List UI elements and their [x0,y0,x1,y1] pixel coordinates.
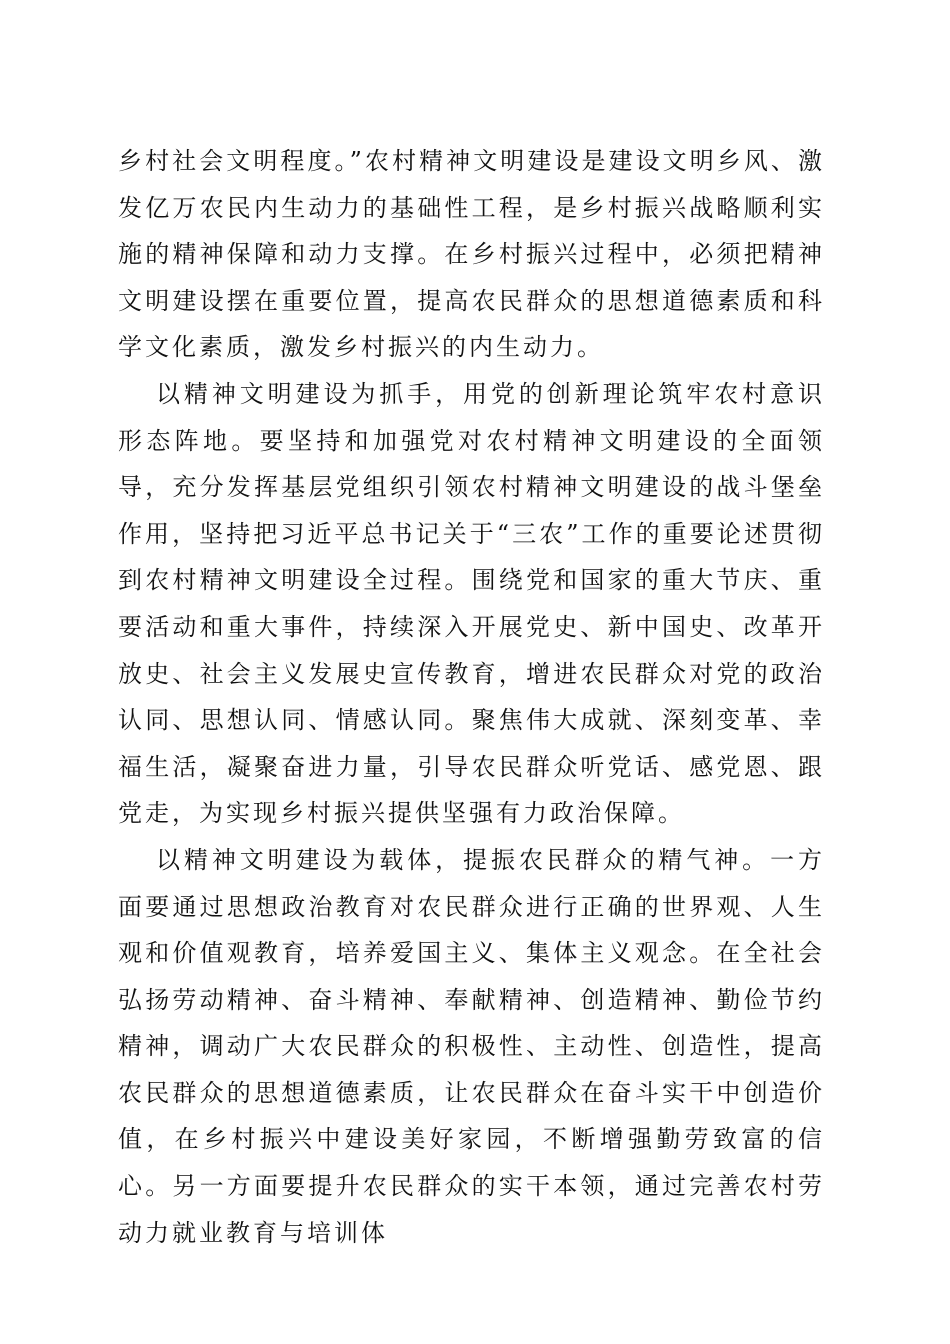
document-body [118,138,825,1256]
paragraph-continuation: 乡村社会文明程度。”农村精神文明建设是建设文明乡风、激发亿万农民内生动力的基础性工程，是乡村振兴战略顺利实施的精神保障和动力支撑。在乡村振兴过程中，必须把精神文明建设摆在重要位置，提高农民群众的思想道德素质和科学文化素质，激发乡村振兴的内生动力。 [118,147,825,362]
paragraph-ideology: 以精神文明建设为抓手，用党的创新理论筑牢农村意识形态阵地。要坚持和加强党对农村精神文明建设的全面领导，充分发挥基层党组织引领农村精神文明建设的战斗堡垒作用，坚持把习近平总书记关于“三农”工作的重要论述贯彻到农村精神文明建设全过程。围绕党和国家的重大节庆、重要活动和重大事件，持续深入开展党史、新中国史、改革开放史、社会主义发展史宣传教育，增进农民群众对党的政治认同、思想认同、情感认同。聚焦伟大成就、深刻变革、幸福生活，凝聚奋进力量，引导农民群众听党话、感党恩、跟党走，为实现乡村振兴提供坚强有力政治保障。 [118,379,825,828]
paragraph-morale: 以精神文明建设为载体，提振农民群众的精气神。一方面要通过思想政治教育对农民群众进行正确的世界观、人生观和价值观教育，培养爱国主义、集体主义观念。在全社会弘扬劳动精神、奋斗精神、奉献精神、创造精神、勤俭节约精神，调动广大农民群众的积极性、主动性、创造性，提高农民群众的思想道德素质，让农民群众在奋斗实干中创造价值，在乡村振兴中建设美好家园，不断增强勤劳致富的信心。另一方面要提升农民群众的实干本领，通过完善农村劳动力就业教育与培训体 [118,845,825,1247]
